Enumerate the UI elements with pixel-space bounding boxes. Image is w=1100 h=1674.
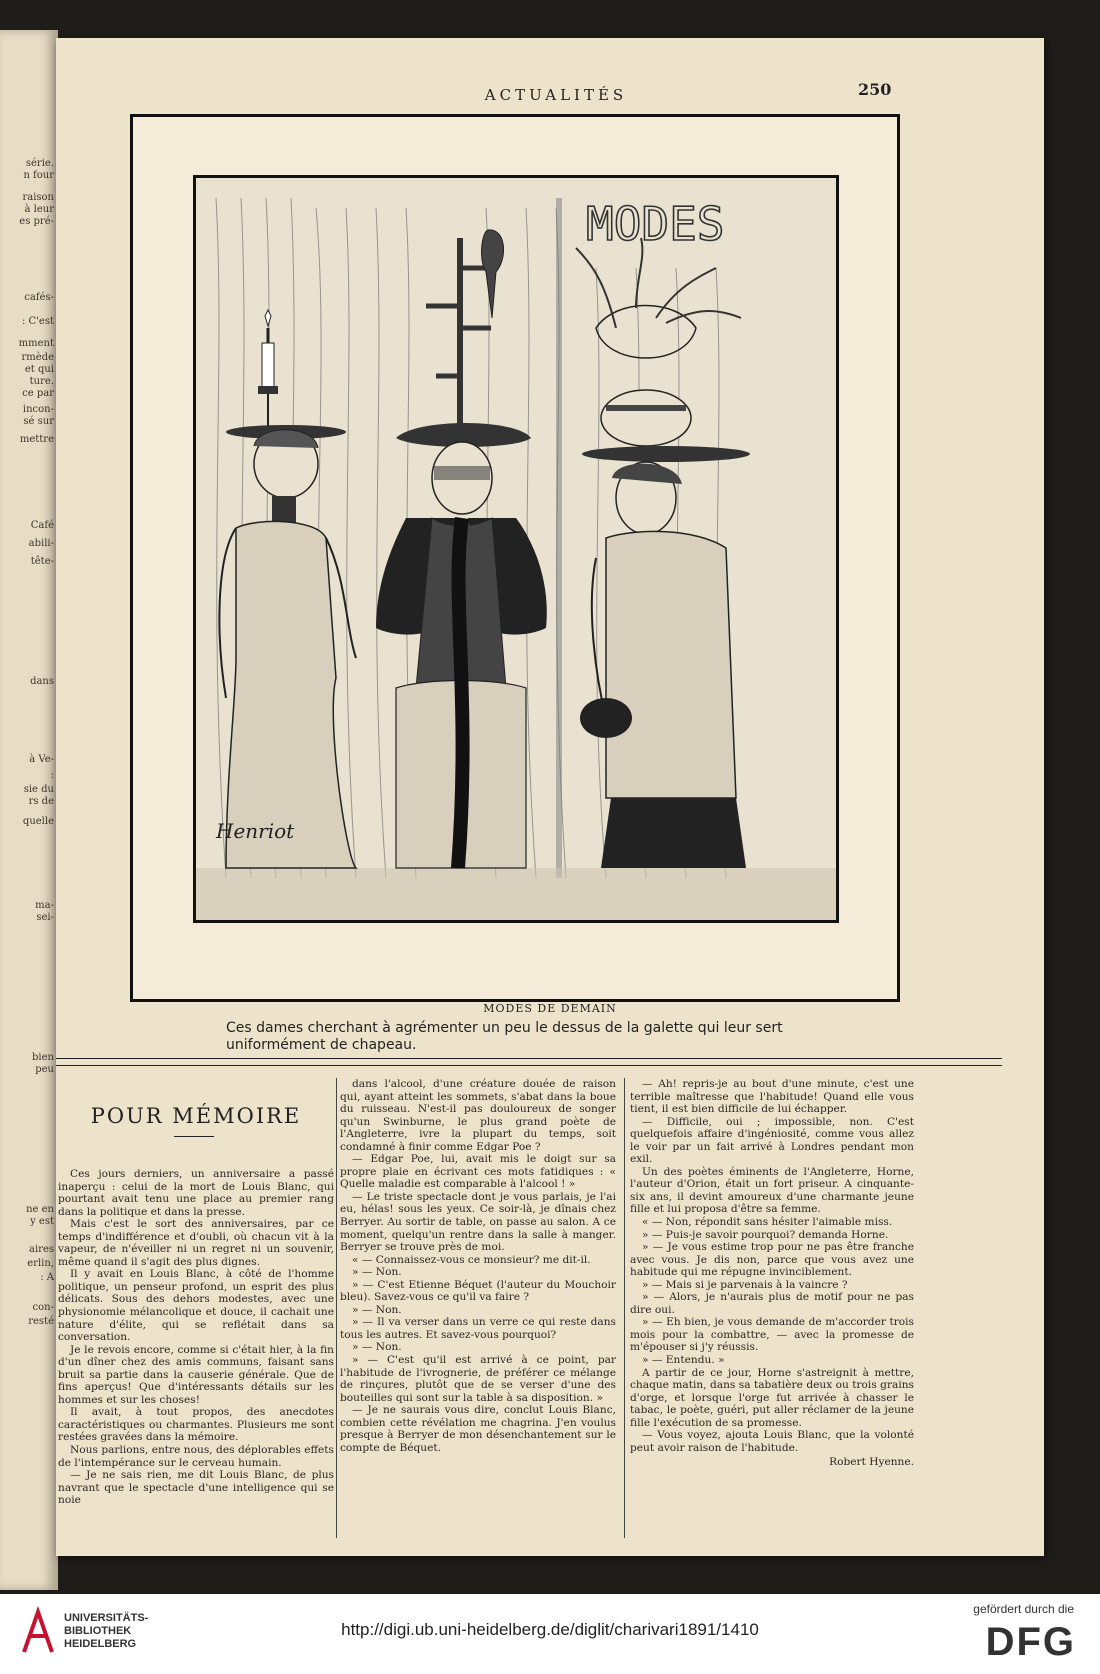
- left-page-fragment: abili-: [28, 538, 54, 549]
- article-paragraph: Je le revois encore, comme si c'était hier, à la fin d'un dîner chez des amis communs, faisant sans bruit sa partie dans la causerie générale. Que de fins aperçus! Que d'intéressants détails sur les hommes et sur les choses!: [58, 1343, 334, 1406]
- running-title: ACTUALITÉS: [484, 86, 628, 104]
- left-page-edge: [0, 30, 58, 1590]
- article-paragraph: Nous parlions, entre nous, des déplorables effets de l'intempérance sur le cerveau humain.: [58, 1444, 334, 1469]
- article-paragraph: « — Non, répondit sans hésiter l'aimable miss.: [642, 1216, 893, 1229]
- left-page-fragment: sie du: [23, 784, 54, 795]
- article-paragraph: » — Il va verser dans un verre ce qui reste dans tous les autres. Et savez-vous pourquoi?: [340, 1316, 616, 1341]
- left-page-fragment: rs de: [28, 796, 54, 807]
- title-underline: [174, 1136, 214, 1137]
- caption-text: Ces dames cherchant à agrémenter un peu le dessus de la galette qui leur sert uniformément de chapeau.: [226, 1020, 783, 1053]
- funding-label: gefördert durch die: [973, 1602, 1074, 1616]
- left-page-fragment: aires: [29, 1244, 54, 1255]
- article-column-2: [340, 1078, 616, 1454]
- left-page-fragment: ture.: [29, 376, 54, 387]
- caption-title: MODES DE DEMAIN: [483, 1002, 617, 1015]
- article-column-3: [630, 1078, 914, 1469]
- article-paragraph: » — Je vous estime trop pour ne pas être franche avec vous. Je dis non, parce que vous avez une habitude qui me répugne invinciblement.: [630, 1241, 914, 1279]
- article-paragraph: Mais c'est le sort des anniversaires, par ce temps d'indifférence et d'oubli, où chacun vit à la vapeur, de n'éveiller ni un regret ni un souvenir, même quand il s'agit des plus dignes.: [58, 1218, 334, 1268]
- article-paragraph: » — Eh bien, je vous demande de m'accorder trois mois pour la combattre, — avec la promesse de m'épouser si j'y réussis.: [630, 1316, 914, 1354]
- left-page-fragment: sé sur: [23, 416, 54, 427]
- lady-left: [215, 310, 356, 868]
- page-number: 250: [858, 80, 892, 99]
- left-page-fragment: :: [50, 770, 54, 781]
- article-paragraph: Un des poètes éminents de l'Angleterre, Horne, l'auteur d'Orion, était un fort priseur. A cinquante-six ans, il devint amoureux d'une charmante jeune fille et lui proposa d'être sa femme.: [630, 1165, 914, 1216]
- article-paragraph: » — Non.: [352, 1266, 402, 1279]
- left-page-fragment: : C'est: [21, 316, 54, 327]
- column-divider: [336, 1078, 337, 1538]
- left-page-fragment: cafés-: [24, 292, 54, 303]
- article-paragraph: » — C'est Etienne Béquet (l'auteur du Mouchoir bleu). Savez-vous ce qu'il va faire ?: [340, 1278, 616, 1304]
- fashion-illustration: [196, 178, 836, 920]
- article-paragraph: » — C'est qu'il est arrivé à ce point, par l'habitude de l'ivrognerie, de préférer ce mélange de rinçures, plutôt que de se verser d'une des bouteilles qui sont sur la table à sa disposition. »: [340, 1354, 616, 1404]
- artist-signature: Henriot: [216, 819, 295, 843]
- left-page-fragment: tête-: [30, 556, 54, 567]
- left-page-fragment: peu: [35, 1064, 54, 1075]
- article-paragraph: — Vous voyez, ajouta Louis Blanc, que la volonté peut avoir raison de l'habitude.: [630, 1429, 914, 1454]
- article-paragraph: » — Mais si je parvenais à la vaincre ?: [642, 1278, 848, 1291]
- left-page-fragment: ma-: [35, 900, 54, 911]
- shop-sign: MODES: [586, 197, 725, 251]
- left-page-fragment: es pré-: [19, 216, 54, 227]
- permalink[interactable]: http://digi.ub.uni-heidelberg.de/diglit/charivari1891/1410: [341, 1620, 759, 1639]
- left-page-fragment: n four: [23, 170, 54, 181]
- left-page-fragment: et qui: [24, 364, 54, 375]
- left-page-fragment: à leur: [24, 204, 54, 215]
- left-page-fragment: erlin,: [27, 1258, 54, 1269]
- left-page-fragment: rmède: [21, 352, 54, 363]
- left-page-fragment: ne en: [26, 1204, 54, 1215]
- article-paragraph: A partir de ce jour, Horne s'astreignit à mettre, chaque matin, dans sa tabatière deux ou trois grains d'orge, et lorsque l'orge fut arrivée à chasser le tabac, le poète, guéri, put aller réclamer de la jeune fille l'exécution de sa promesse.: [630, 1366, 914, 1429]
- lady-center: [376, 230, 547, 868]
- article-paragraph: — Le triste spectacle dont je vous parlais, je l'ai eu, hélas! sous les yeux. Ce soir-là, je dînais chez Berryer. Au sortir de table, on passe au salon. A ce moment, quelqu'un rentre dans la salle à manger. Berryer se trouve près de moi.: [340, 1190, 616, 1254]
- funder-logo: DFG: [985, 1620, 1076, 1664]
- newspaper-page: [56, 38, 1044, 1556]
- article-paragraph: » — Entendu. »: [642, 1354, 725, 1367]
- lady-right: [576, 238, 750, 868]
- article-paragraph: » — Puis-je savoir pourquoi? demanda Horne.: [642, 1228, 889, 1241]
- left-page-fragment: ce par: [22, 388, 54, 399]
- left-page-fragment: sei-: [36, 912, 54, 923]
- article-column-1: [58, 1168, 334, 1507]
- left-page-fragment: dans: [30, 676, 54, 687]
- article-paragraph: » — Alors, je n'aurais plus de motif pour ne pas dire oui.: [630, 1291, 914, 1316]
- left-page-fragment: bien: [32, 1052, 54, 1063]
- illustration: [193, 175, 839, 923]
- article-paragraph: dans l'alcool, d'une créature douée de raison qui, ayant atteint les sommets, s'abat dans la boue du ruisseau. N'est-il pas douloureux de songer qu'un Swinburne, le plus grand poète de l'Angleterre, ivre la plupart du temps, soit condamné à finir comme Edgar Poe ?: [340, 1078, 616, 1153]
- article-paragraph: Il y avait en Louis Blanc, à côté de l'homme politique, un penseur profond, un esprit des plus délicats. Sous des dehors modestes, avec une physionomie mélancolique et douce, il cachait une nature d'élite, qui se reflétait dans sa conversation.: [58, 1268, 334, 1344]
- left-page-fragment: mment: [18, 338, 54, 349]
- footer-bar: [0, 1594, 1100, 1674]
- left-page-fragment: raison: [22, 192, 54, 203]
- left-page-fragment: à Ve-: [29, 754, 54, 765]
- illustration-outer-frame: [130, 114, 900, 1002]
- left-page-fragment: : A: [40, 1272, 54, 1283]
- left-page-fragment: resté: [28, 1316, 54, 1327]
- article-paragraph: — Je ne sais rien, me dit Louis Blanc, de plus navrant que le spectacle d'une intelligence qui se noie: [58, 1469, 334, 1507]
- article-paragraph: — Je ne saurais vous dire, conclut Louis Blanc, combien cette révélation me chagrina. J'en voulus presque à Berryer de mon désenchantement sur le compte de Béquet.: [340, 1404, 616, 1454]
- left-page-fragment: quelle: [22, 816, 54, 827]
- institution-name: UNIVERSITÄTS- BIBLIOTHEK HEIDELBERG: [64, 1612, 149, 1650]
- article-paragraph: — Difficile, oui ; impossible, non. C'est quelquefois affaire d'ingéniosité, comme vous allez le voir par un fait arrivé à Londres pendant mon exil.: [630, 1115, 914, 1166]
- article-paragraph: « — Connaissez-vous ce monsieur? me dit-il.: [352, 1253, 591, 1266]
- article-paragraph: Il avait, à tout propos, des anecdotes caractéristiques ou charmantes. Plusieurs me sont restées gravées dans la mémoire.: [58, 1406, 334, 1444]
- left-page-fragment: y est: [30, 1216, 54, 1227]
- column-divider: [624, 1078, 625, 1538]
- article-paragraph: » — Non.: [352, 1303, 402, 1316]
- article-paragraph: — Edgar Poe, lui, avait mis le doigt sur sa propre plaie en écrivant ces mots fatidiques : « Quelle maladie est comparable à l'alcool ! »: [340, 1153, 616, 1191]
- article-title: POUR MÉMOIRE: [90, 1104, 302, 1128]
- article-signature: Robert Hyenne.: [829, 1456, 914, 1469]
- left-page-fragment: con-: [32, 1302, 54, 1313]
- left-page-fragment: Café: [30, 520, 54, 531]
- left-page-fragment: mettre: [19, 434, 54, 445]
- article-paragraph: — Ah! repris-je au bout d'une minute, c'est une terrible maîtresse que l'habitude! Quand elle vous tient, il est bien difficile de lui échapper.: [630, 1078, 914, 1116]
- article-paragraph: » — Non.: [352, 1341, 402, 1354]
- left-page-fragment: série.: [25, 158, 54, 169]
- section-divider: [56, 1058, 1002, 1066]
- article-paragraph: Ces jours derniers, un anniversaire a passé inaperçu : celui de la mort de Louis Blanc, qui pourtant avait tenu une place au premier rang dans la politique et dans la presse.: [58, 1168, 334, 1218]
- left-page-fragment: incon-: [22, 404, 54, 415]
